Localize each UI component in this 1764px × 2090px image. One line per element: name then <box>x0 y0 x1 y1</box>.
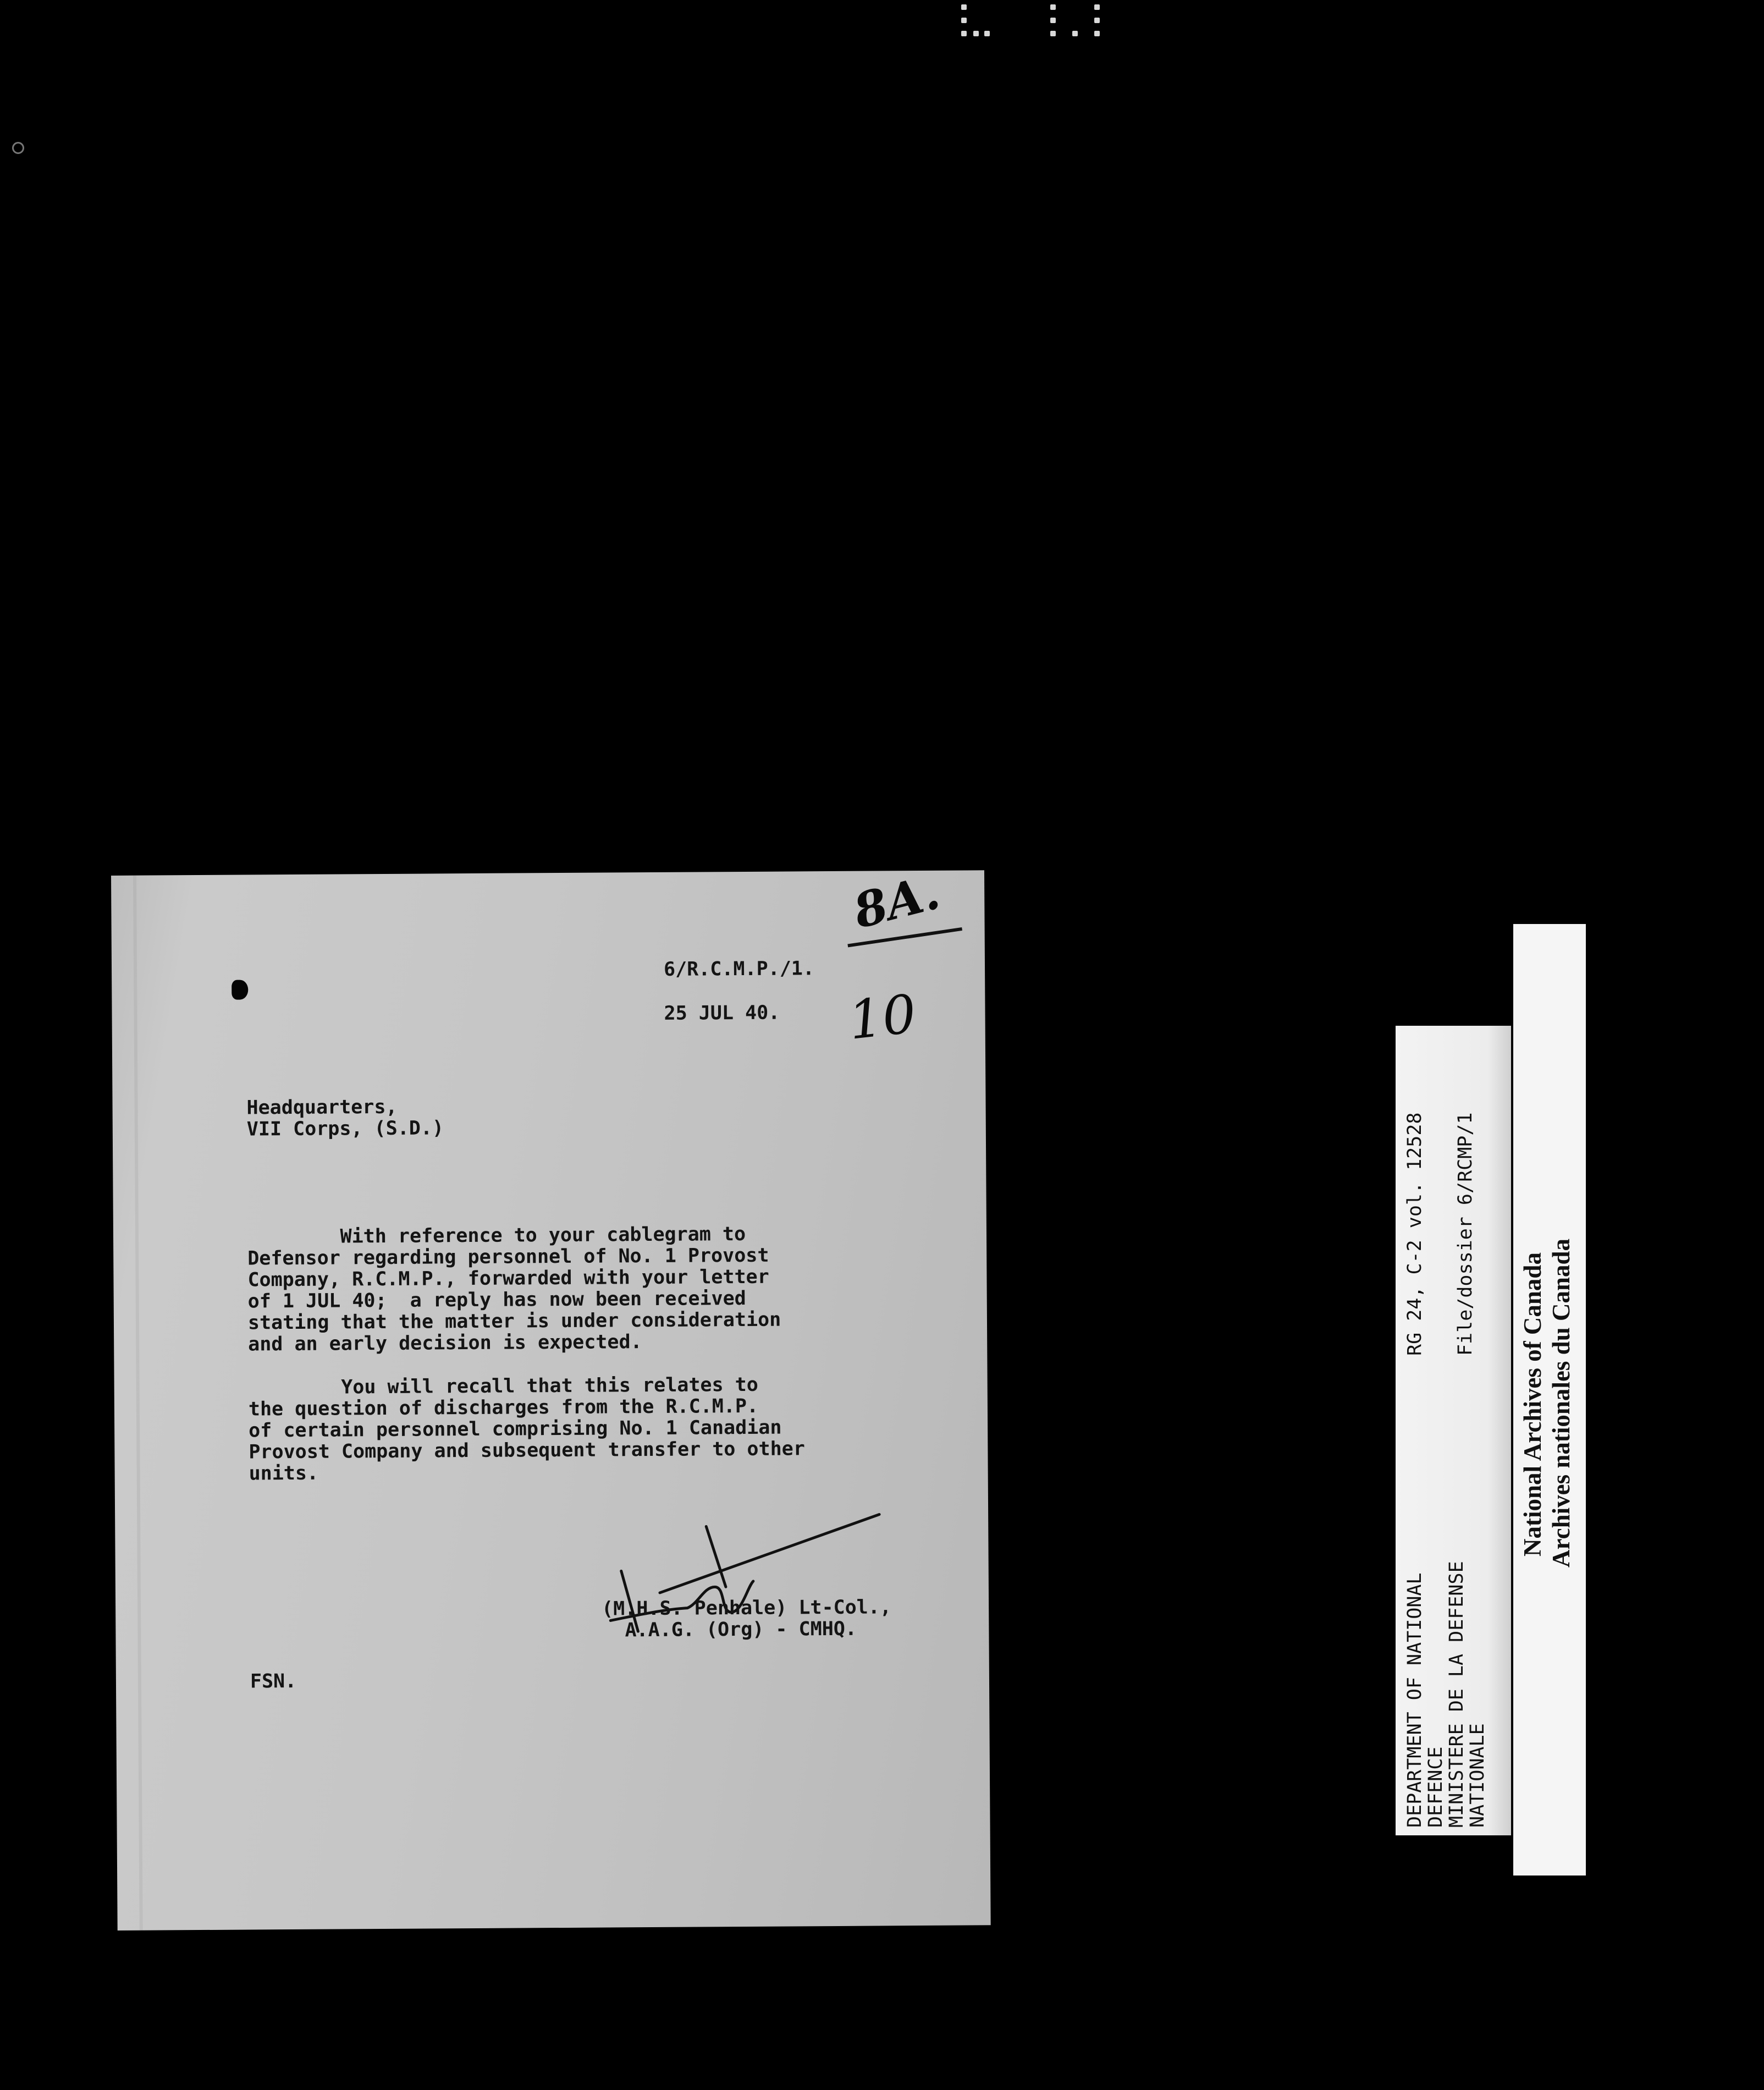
film-perforation <box>1094 31 1100 36</box>
archive-reference-label <box>1396 1026 1511 1835</box>
body-line: Company, R.C.M.P., forwarded with your letter <box>247 1266 769 1291</box>
addressee-line: Headquarters, <box>246 1096 398 1119</box>
film-perforation <box>984 31 990 36</box>
handwritten-folio-mark: 8A. <box>848 864 945 940</box>
film-perforation <box>1094 18 1100 23</box>
collection-line: DEFENCE <box>1425 1746 1447 1828</box>
body-line: You will recall that this relates to <box>248 1373 758 1399</box>
body-line: of certain personnel comprising No. 1 Canadian <box>249 1416 782 1442</box>
addressee-line: VII Corps, (S.D.) <box>246 1117 444 1141</box>
film-perforation <box>961 31 967 36</box>
film-perforation <box>1050 4 1056 10</box>
film-perforation <box>1050 18 1056 23</box>
body-line: the question of discharges from the R.C.M.P. <box>248 1395 759 1421</box>
body-line: units. <box>249 1462 319 1485</box>
film-perforation <box>1072 31 1078 36</box>
dust-speck <box>12 142 24 154</box>
handwritten-number: 10 <box>845 983 919 1052</box>
film-perforation <box>961 18 967 23</box>
file-reference: 6/R.C.M.P./1. <box>663 958 815 981</box>
record-group-reference: RG 24, C-2 vol. 12528 <box>1404 1112 1426 1356</box>
archive-name-english: National Archives of Canada <box>1519 1252 1546 1557</box>
letter-date: 25 JUL 40. <box>664 1002 780 1025</box>
collection-line: MINISTERE DE LA DEFENSE <box>1446 1561 1468 1828</box>
signature-title: A.A.G. (Org) - CMHQ. <box>602 1618 857 1642</box>
film-perforation <box>1050 31 1056 36</box>
punch-hole <box>231 980 248 999</box>
typist-initials: FSN. <box>250 1670 297 1693</box>
film-perforation <box>1094 4 1100 10</box>
body-line: and an early decision is expected. <box>248 1331 642 1356</box>
collection-line: NATIONALE <box>1467 1723 1489 1828</box>
file-reference-archive: File/dossier 6/RCMP/1 <box>1454 1112 1476 1356</box>
body-line: stating that the matter is under consideration <box>247 1308 781 1334</box>
film-perforation <box>973 31 979 36</box>
archive-name-french: Archives nationales du Canada <box>1547 1238 1575 1568</box>
collection-line: DEPARTMENT OF NATIONAL <box>1404 1572 1426 1828</box>
body-line: Provost Company and subsequent transfer to other <box>249 1438 805 1464</box>
film-perforation <box>961 4 967 10</box>
archive-name-label <box>1513 924 1586 1876</box>
body-line: Defensor regarding personnel of No. 1 Provost <box>247 1244 769 1270</box>
body-line: of 1 JUL 40; a reply has now been received <box>247 1287 746 1313</box>
signature-name: (M.H.S. Penhale) Lt-Col., <box>602 1596 892 1620</box>
body-line: With reference to your cablegram to <box>247 1223 746 1248</box>
letter-sheet <box>111 864 991 1931</box>
